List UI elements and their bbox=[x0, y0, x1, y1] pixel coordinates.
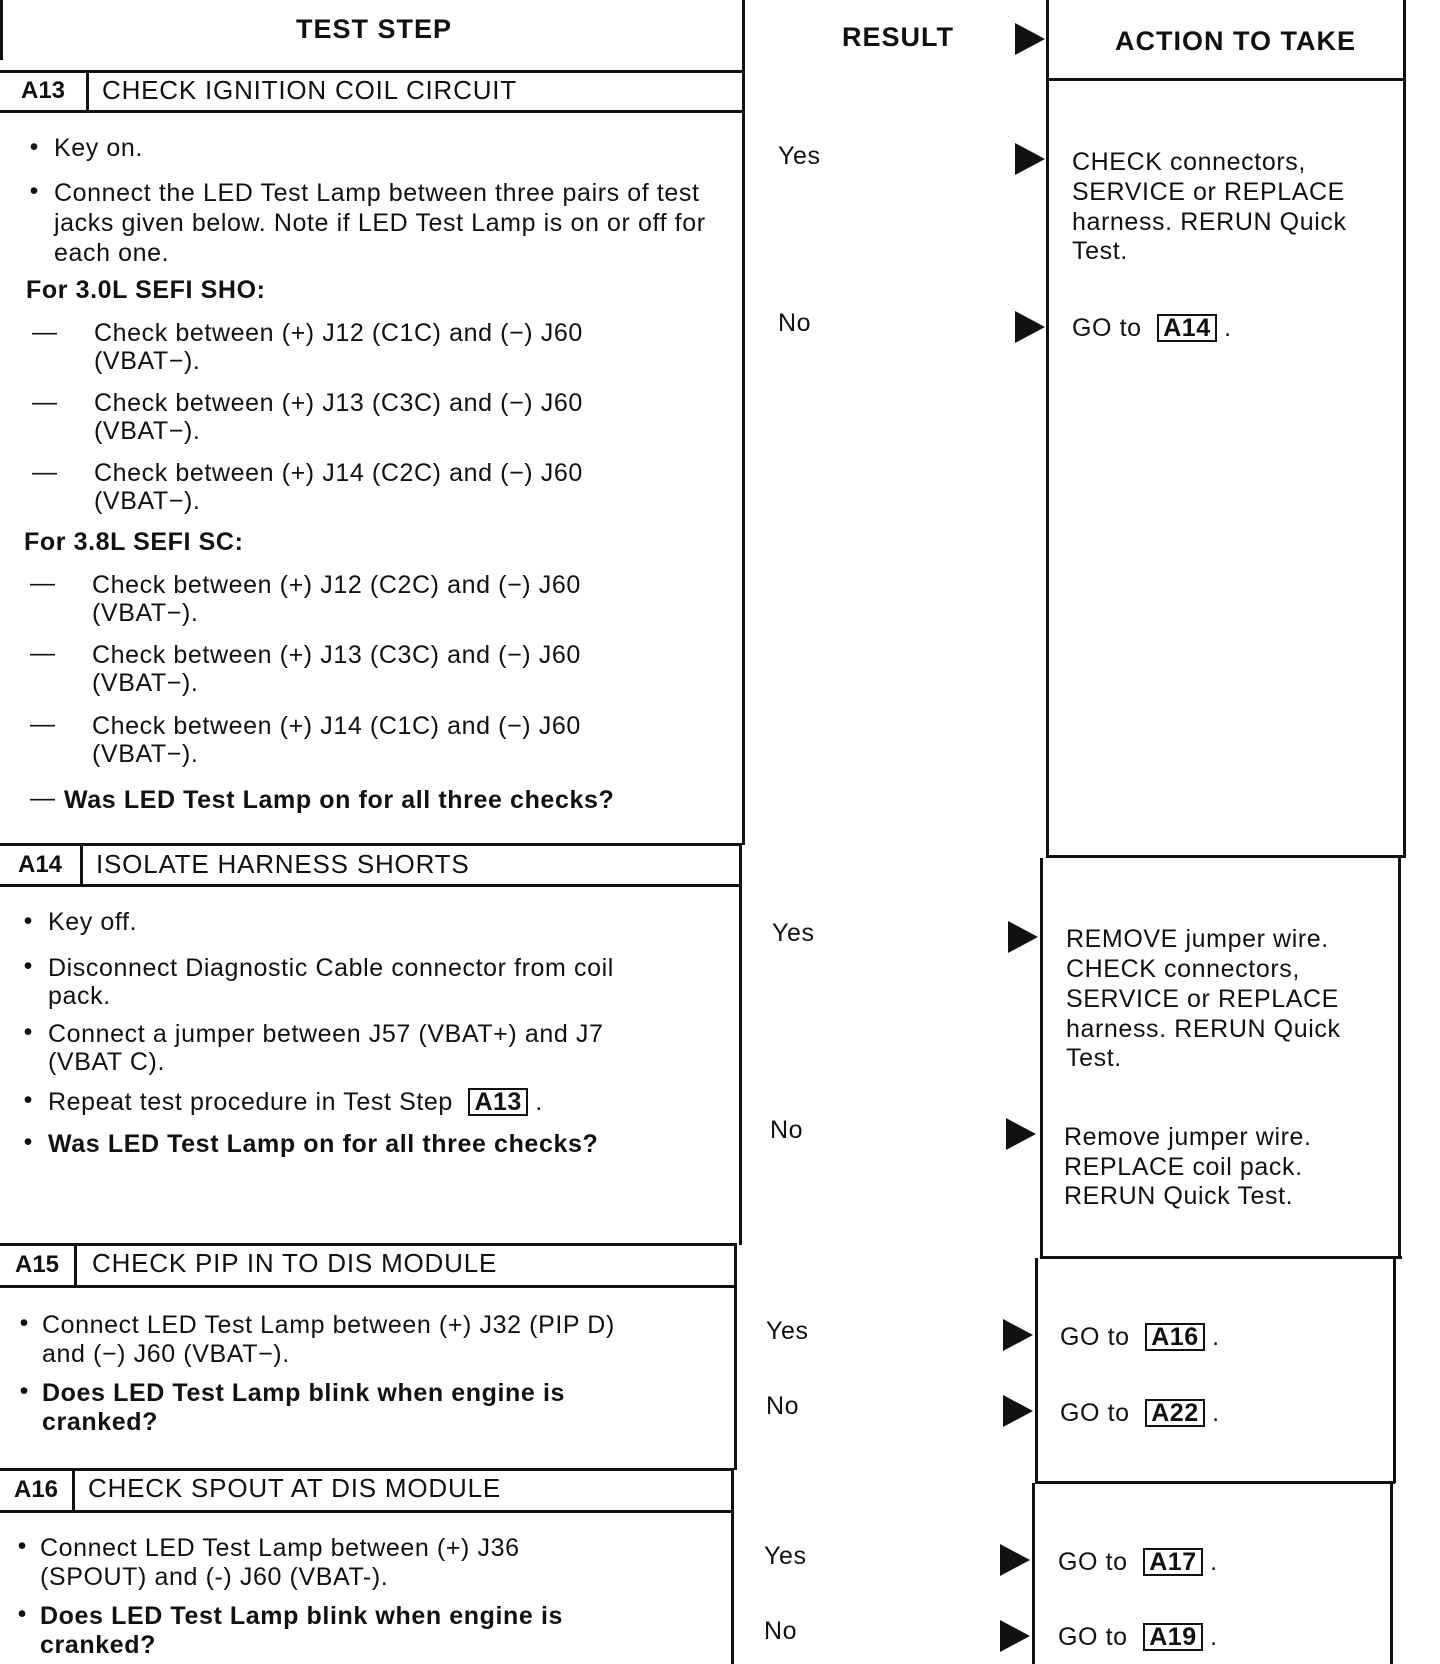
arrow-right-icon bbox=[1006, 1118, 1036, 1150]
step-title: ISOLATE HARNESS SHORTS bbox=[96, 849, 470, 879]
result-label-no: No bbox=[770, 1116, 804, 1144]
header-bottom-rule bbox=[1046, 78, 1406, 81]
bullet-icon: • bbox=[23, 907, 33, 935]
instruction-text: Key on. bbox=[54, 134, 143, 162]
action-text: Test. bbox=[1066, 1044, 1122, 1072]
action-text: harness. RERUN Quick bbox=[1066, 1015, 1341, 1043]
result-label-no: No bbox=[764, 1617, 798, 1645]
instruction-text: Key off. bbox=[48, 908, 138, 936]
bullet-icon: • bbox=[23, 1086, 33, 1114]
action-text: harness. RERUN Quick bbox=[1072, 208, 1347, 236]
dash-icon: — bbox=[30, 569, 55, 597]
step-rule bbox=[0, 1468, 734, 1471]
arrow-right-icon bbox=[1003, 1319, 1033, 1351]
step-ref-box: A19 bbox=[1143, 1623, 1202, 1651]
bullet-icon: • bbox=[17, 1532, 27, 1560]
bullet-icon: • bbox=[17, 1600, 27, 1628]
question-text: Was LED Test Lamp on for all three checks? bbox=[48, 1130, 599, 1158]
action-text: CHECK connectors, bbox=[1072, 148, 1306, 176]
step-id-divider bbox=[72, 1470, 75, 1510]
arrow-right-icon bbox=[1015, 311, 1045, 343]
instruction-text: pack. bbox=[48, 982, 111, 1010]
step-title: CHECK IGNITION COIL CIRCUIT bbox=[102, 75, 517, 105]
bullet-icon: • bbox=[29, 133, 39, 161]
table-right-border bbox=[1398, 858, 1401, 1258]
instruction-text: Connect LED Test Lamp between (+) J32 (PIP D) bbox=[42, 1311, 615, 1339]
action-text: Test. bbox=[1072, 237, 1128, 265]
dash-icon: — bbox=[30, 784, 55, 812]
dash-icon: — bbox=[32, 388, 57, 416]
step-id: A15 bbox=[14, 1251, 60, 1278]
step-ref-box: A17 bbox=[1143, 1548, 1202, 1576]
action-text: SERVICE or REPLACE bbox=[1072, 178, 1345, 206]
step-rule bbox=[0, 1285, 737, 1288]
step-title: CHECK SPOUT AT DIS MODULE bbox=[88, 1473, 501, 1503]
step-rule bbox=[0, 884, 742, 887]
step-id: A14 bbox=[17, 851, 63, 878]
result-label-yes: Yes bbox=[764, 1542, 807, 1570]
repeat-text: Repeat test procedure in Test Step bbox=[48, 1088, 453, 1116]
step-ref-box: A13 bbox=[468, 1088, 527, 1116]
result-label-no: No bbox=[766, 1392, 800, 1420]
arrow-right-icon bbox=[1015, 23, 1045, 55]
goto-action: GO to A14 . bbox=[1072, 314, 1232, 342]
check-text: Check between (+) J14 (C1C) and (−) J60 bbox=[92, 712, 581, 740]
bullet-icon: • bbox=[23, 1128, 33, 1156]
instruction-text: Disconnect Diagnostic Cable connector from coil bbox=[48, 954, 614, 982]
dash-icon: — bbox=[32, 318, 57, 346]
instruction-text: Repeat test procedure in Test Step A13 . bbox=[48, 1088, 543, 1116]
check-text: Check between (+) J12 (C1C) and (−) J60 bbox=[94, 319, 583, 347]
column-divider-action bbox=[1040, 858, 1043, 1258]
step-rule bbox=[1040, 1256, 1402, 1259]
column-header-action: ACTION TO TAKE bbox=[1115, 26, 1356, 56]
arrow-right-icon bbox=[1003, 1395, 1033, 1427]
dash-icon: — bbox=[32, 458, 57, 486]
instruction-text: Connect the LED Test Lamp between three pairs of test jacks given below. Note if LED Test Lamp is on or off for each one. bbox=[54, 179, 706, 267]
check-text: (VBAT−). bbox=[92, 669, 199, 697]
goto-prefix: GO to bbox=[1060, 1323, 1130, 1351]
step-id-divider bbox=[74, 1245, 77, 1285]
bullet-icon: • bbox=[19, 1377, 29, 1405]
column-divider-action bbox=[1035, 1258, 1038, 1483]
step-rule bbox=[0, 843, 742, 846]
column-header-test-step: TEST STEP bbox=[296, 14, 453, 44]
goto-prefix: GO to bbox=[1072, 314, 1142, 342]
check-text: Check between (+) J14 (C2C) and (−) J60 bbox=[94, 459, 583, 487]
action-text: CHECK connectors, bbox=[1066, 955, 1300, 983]
arrow-right-icon bbox=[1000, 1544, 1030, 1576]
column-divider-action bbox=[1046, 0, 1049, 858]
goto-action: GO to A17 . bbox=[1058, 1548, 1218, 1576]
goto-action: GO to A22 . bbox=[1060, 1399, 1220, 1427]
check-text: (VBAT−). bbox=[94, 417, 201, 445]
bullet-icon: • bbox=[23, 952, 33, 980]
bullet-icon: • bbox=[19, 1309, 29, 1337]
table-right-border bbox=[1390, 1483, 1393, 1664]
step-ref-box: A14 bbox=[1157, 314, 1216, 342]
instruction-text: Connect a jumper between J57 (VBAT+) and J7 bbox=[48, 1020, 604, 1048]
action-text: REPLACE coil pack. bbox=[1064, 1153, 1303, 1181]
check-text: Check between (+) J13 (C3C) and (−) J60 bbox=[92, 641, 581, 669]
step-rule bbox=[1035, 1481, 1395, 1484]
result-label-yes: Yes bbox=[766, 1317, 809, 1345]
instruction-text: and (−) J60 (VBAT−). bbox=[42, 1340, 290, 1368]
column-divider-result bbox=[734, 1245, 737, 1470]
arrow-right-icon bbox=[1015, 143, 1045, 175]
table-right-border bbox=[1403, 0, 1406, 858]
step-id: A16 bbox=[13, 1476, 59, 1503]
check-text: Check between (+) J12 (C2C) and (−) J60 bbox=[92, 571, 581, 599]
question-text: Does LED Test Lamp blink when engine is bbox=[40, 1602, 564, 1630]
check-text: (VBAT−). bbox=[94, 347, 201, 375]
instruction-text: Connect LED Test Lamp between (+) J36 bbox=[40, 1534, 520, 1562]
goto-action: GO to A16 . bbox=[1060, 1323, 1220, 1351]
arrow-right-icon bbox=[1008, 921, 1038, 953]
question-text: cranked? bbox=[40, 1631, 156, 1659]
step-ref-box: A22 bbox=[1145, 1399, 1204, 1427]
step-title: CHECK PIP IN TO DIS MODULE bbox=[92, 1248, 498, 1278]
step-ref-box: A16 bbox=[1145, 1323, 1204, 1351]
header-bottom-rule bbox=[0, 70, 745, 73]
column-divider-action bbox=[1032, 1483, 1035, 1664]
action-text: Remove jumper wire. bbox=[1064, 1123, 1312, 1151]
result-label-yes: Yes bbox=[778, 142, 821, 170]
step-id: A13 bbox=[20, 77, 66, 104]
dash-icon: — bbox=[30, 710, 55, 738]
column-divider-result bbox=[731, 1470, 734, 1664]
dash-icon: — bbox=[30, 639, 55, 667]
step-rule bbox=[0, 110, 745, 113]
table-right-border bbox=[1393, 1258, 1396, 1483]
question-text: Was LED Test Lamp on for all three checks? bbox=[64, 786, 615, 814]
action-text: REMOVE jumper wire. bbox=[1066, 925, 1329, 953]
table-left-border bbox=[0, 0, 3, 60]
column-divider-result bbox=[742, 0, 745, 845]
result-label-yes: Yes bbox=[772, 919, 815, 947]
goto-prefix: GO to bbox=[1058, 1623, 1128, 1651]
check-text: (VBAT−). bbox=[92, 599, 199, 627]
goto-prefix: GO to bbox=[1058, 1548, 1128, 1576]
instruction-text: (VBAT C). bbox=[48, 1048, 165, 1076]
bullet-icon: • bbox=[29, 177, 39, 205]
arrow-right-icon bbox=[1000, 1620, 1030, 1652]
check-text: (VBAT−). bbox=[92, 740, 199, 768]
step-rule bbox=[0, 1510, 734, 1513]
result-label-no: No bbox=[778, 309, 812, 337]
step-rule bbox=[1046, 855, 1406, 858]
action-text: RERUN Quick Test. bbox=[1064, 1182, 1294, 1210]
engine-heading: For 3.8L SEFI SC: bbox=[24, 528, 244, 556]
check-text: Check between (+) J13 (C3C) and (−) J60 bbox=[94, 389, 583, 417]
action-text: SERVICE or REPLACE bbox=[1066, 985, 1339, 1013]
column-header-result: RESULT bbox=[842, 22, 954, 52]
step-id-divider bbox=[86, 72, 89, 110]
question-text: Does LED Test Lamp blink when engine is bbox=[42, 1379, 566, 1407]
goto-prefix: GO to bbox=[1060, 1399, 1130, 1427]
bullet-icon: • bbox=[23, 1018, 33, 1046]
step-rule bbox=[0, 1243, 737, 1246]
engine-heading: For 3.0L SEFI SHO: bbox=[26, 276, 266, 304]
check-text: (VBAT−). bbox=[94, 487, 201, 515]
question-text: cranked? bbox=[42, 1408, 158, 1436]
instruction-text: (SPOUT) and (-) J60 (VBAT-). bbox=[40, 1563, 389, 1591]
goto-action: GO to A19 . bbox=[1058, 1623, 1218, 1651]
column-divider-result bbox=[739, 845, 742, 1245]
step-id-divider bbox=[80, 845, 83, 885]
